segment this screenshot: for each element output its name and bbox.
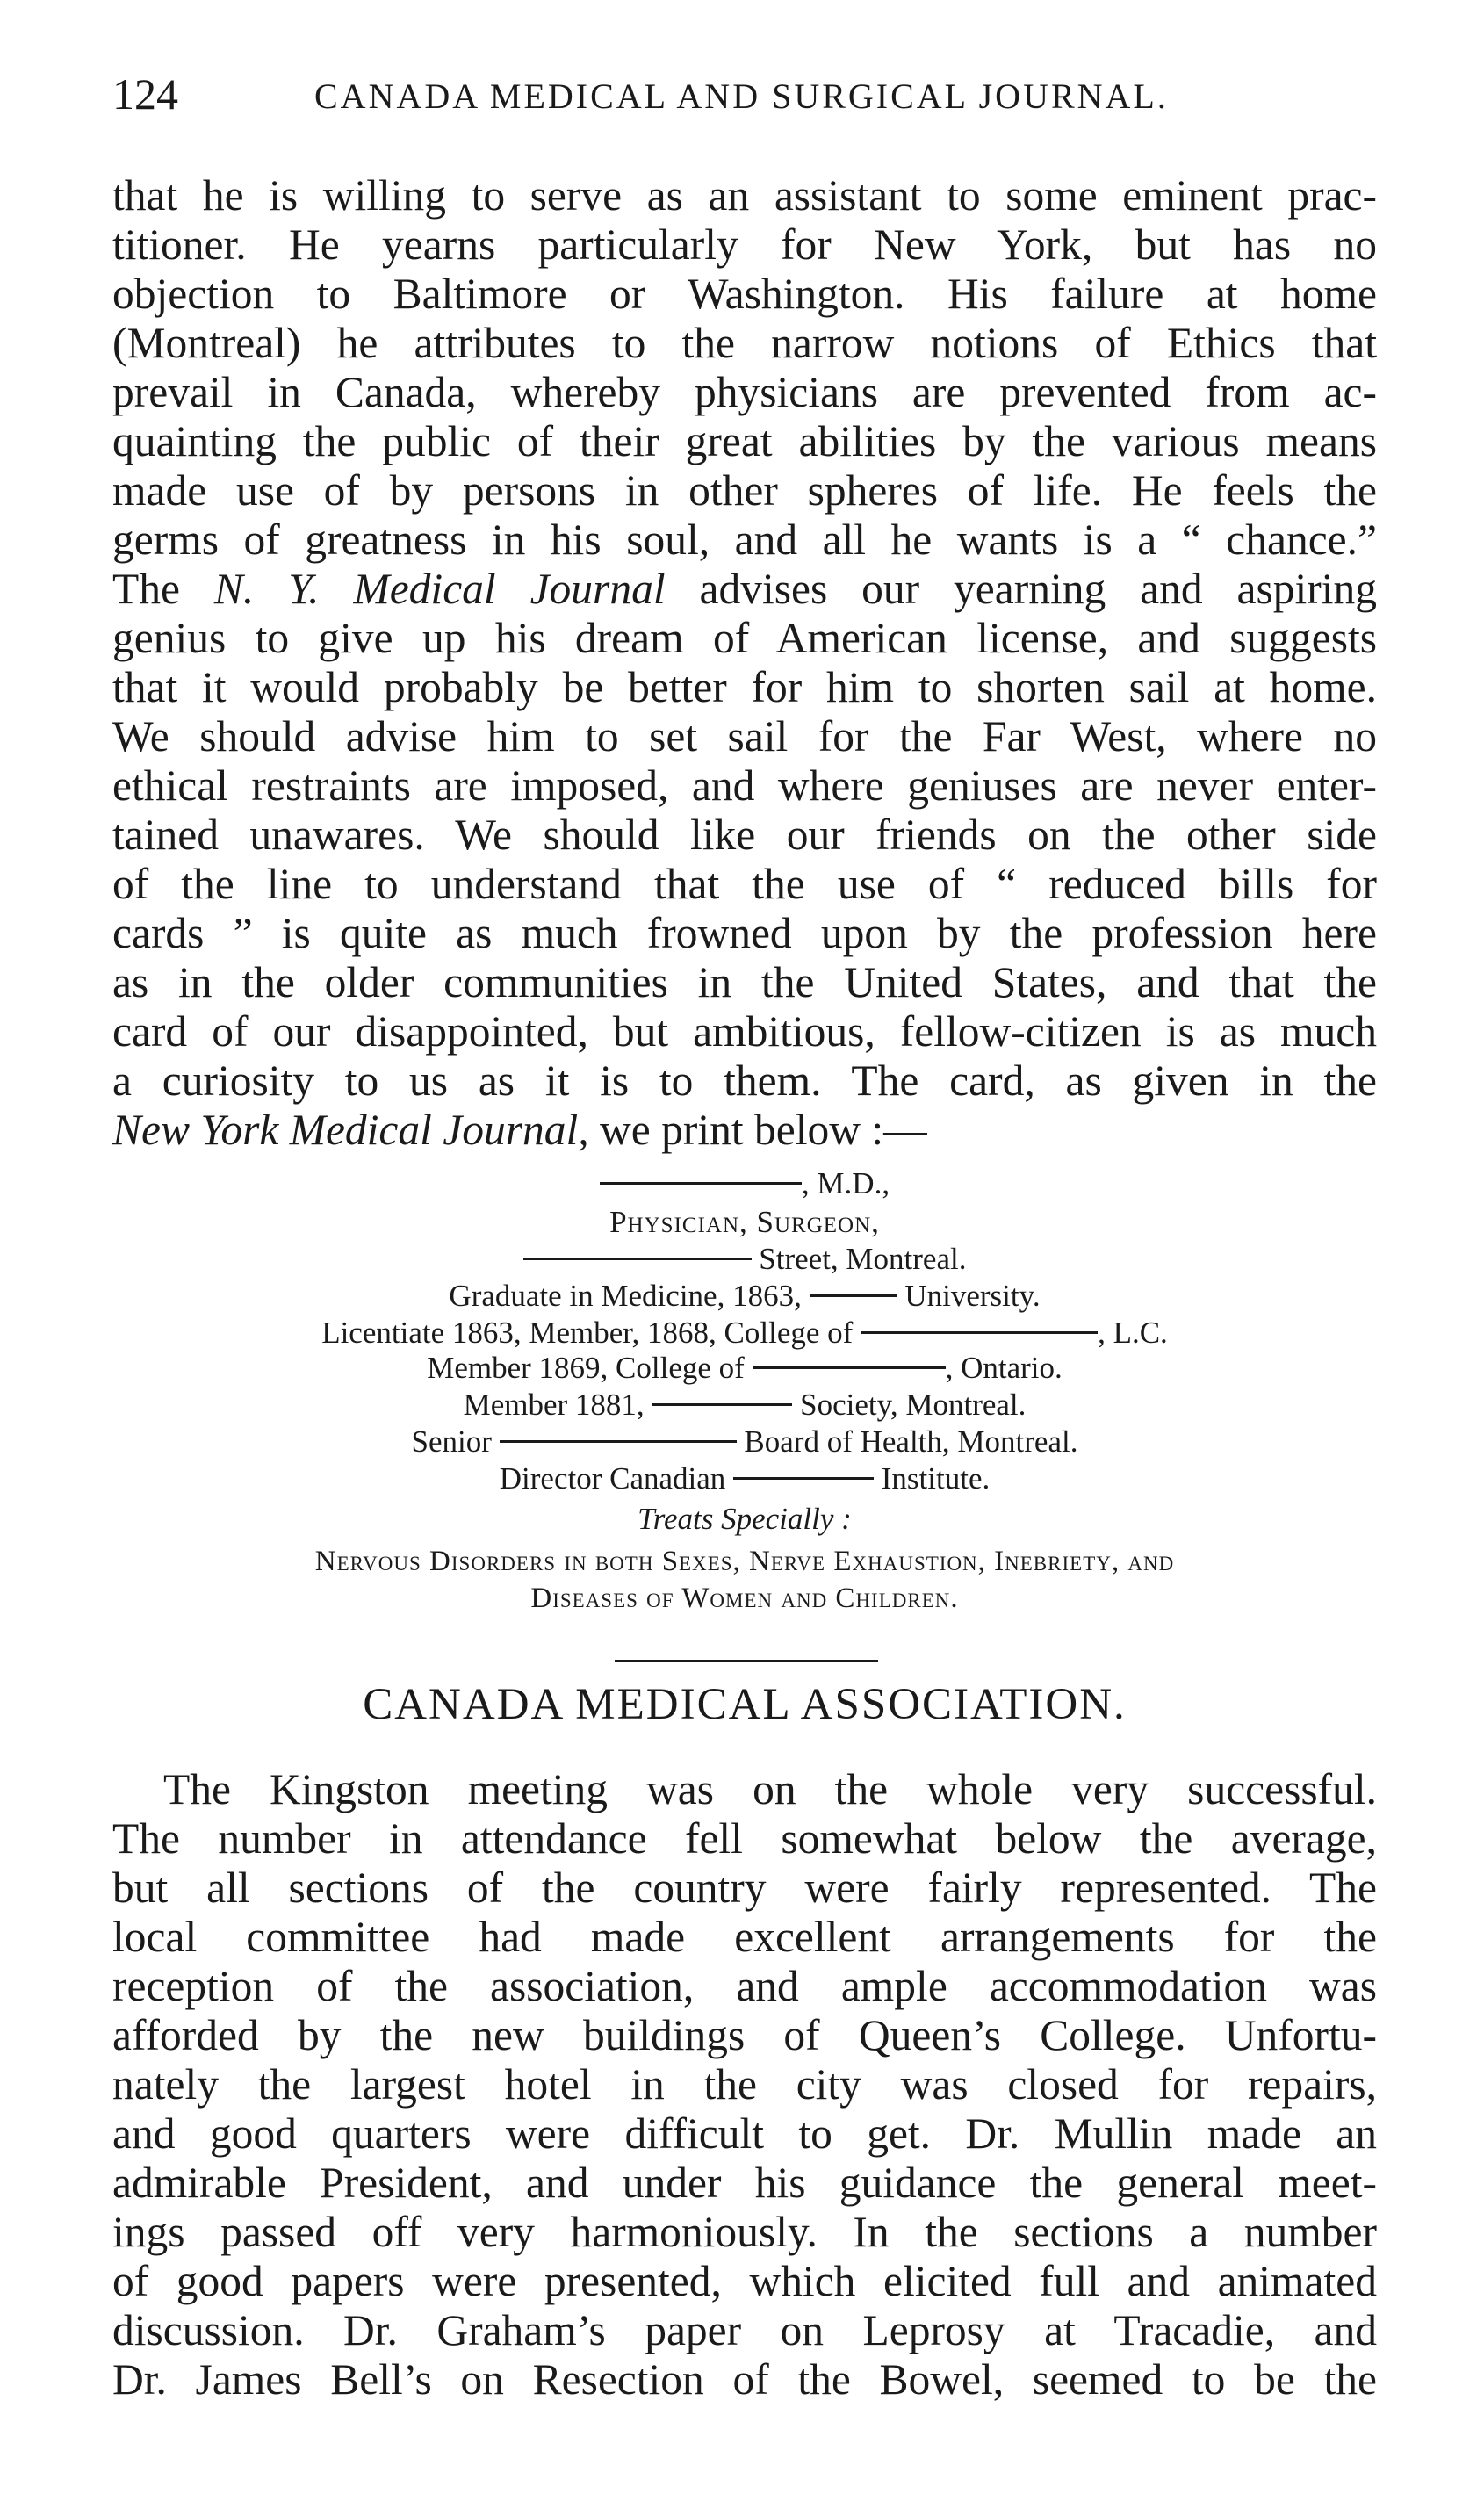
paragraph-line: germs of greatness in his soul, and all he wants is a “ chance.”: [112, 515, 1377, 564]
paragraph-line: prevail in Canada, whereby physicians are prevented from ac-: [112, 368, 1377, 416]
paragraph-line: Dr. James Bell’s on Resection of the Bowel, seemed to be the: [112, 2355, 1377, 2404]
section-heading: CANADA MEDICAL ASSOCIATION.: [363, 1680, 1127, 1729]
paragraph-line: cards ” is quite as much frowned upon by the profession here: [112, 909, 1377, 957]
paragraph-line: nately the largest hotel in the city was closed for repairs,: [112, 2060, 1377, 2109]
card-text: Society, Montreal.: [792, 1388, 1027, 1422]
card-line-treats: Treats Specially :: [638, 1502, 852, 1536]
paragraph-line: admirable President, and under his guidance the general meet-: [112, 2159, 1377, 2207]
paragraph-line: ings passed off very harmoniously. In the sections a number: [112, 2208, 1377, 2256]
paragraph-line: card of our disappointed, but ambitious, fellow-citizen is as much: [112, 1007, 1377, 1056]
card-blank: [523, 1258, 752, 1260]
paragraph-line: New York Medical Journal, we print below :—: [112, 1106, 927, 1154]
italic-title: New York Medical Journal,: [112, 1106, 589, 1154]
card-line-member-1869: [112, 1351, 1377, 1386]
paragraph-line: discussion. Dr. Graham’s paper on Leprosy at Tracadie, and: [112, 2306, 1377, 2354]
paragraph-1: [112, 171, 1377, 1155]
page-header: [112, 68, 1377, 130]
card-text: Institute.: [874, 1461, 991, 1496]
card-blank: [753, 1366, 946, 1369]
card-blank: [861, 1331, 1098, 1334]
paragraph-line: a curiosity to us as it is to them. The card, as given in the: [112, 1056, 1377, 1105]
paragraph-line: made use of by persons in other spheres of life. He feels the: [112, 466, 1377, 515]
card-text: Member 1881,: [463, 1388, 652, 1422]
paragraph-2: [112, 1765, 1377, 2404]
paragraph-line: The Kingston meeting was on the whole very successful.: [163, 1765, 1377, 1813]
running-head: CANADA MEDICAL AND SURGICAL JOURNAL.: [314, 76, 1169, 116]
paragraph-line: The N. Y. Medical Journal advises our yearning and aspiring: [112, 565, 1378, 613]
card-text: , L.C.: [1098, 1316, 1168, 1350]
paragraph-line: reception of the association, and ample accommodation was: [112, 1962, 1377, 2010]
card-line-member-1881: [112, 1388, 1377, 1423]
paragraph-line: as in the older communities in the United States, and that the: [112, 958, 1377, 1006]
section-divider: [615, 1660, 878, 1662]
card-line-senior: [112, 1424, 1377, 1460]
card-blank: [810, 1294, 897, 1297]
card-line-graduate: [112, 1279, 1377, 1314]
card-line-disorders: Nervous Disorders in both Sexes, Nerve Exhaustion, Inebriety, and: [314, 1546, 1175, 1577]
paragraph-line: genius to give up his dream of American license, and suggests: [112, 614, 1377, 662]
paragraph-line: objection to Baltimore or Washington. His failure at home: [112, 270, 1377, 318]
card-line-street: [112, 1242, 1377, 1277]
paragraph-line: quainting the public of their great abilities by the various means: [112, 417, 1377, 465]
card-line-licentiate: [112, 1316, 1377, 1351]
paragraph-line: but all sections of the country were fairly represented. The: [112, 1864, 1377, 1912]
card-text: , M.D.,: [801, 1166, 890, 1200]
paragraph-line: We should advise him to set sail for the Far West, where no: [112, 712, 1377, 761]
paragraph-line: and good quarters were difficult to get. Dr. Mullin made an: [112, 2109, 1377, 2158]
card-line-diseases: Diseases of Women and Children.: [530, 1582, 959, 1614]
card-text: Board of Health, Montreal.: [736, 1424, 1078, 1459]
paragraph-line: that he is willing to serve as an assistant to some eminent prac-: [112, 171, 1377, 220]
paragraph-line: titioner. He yearns particularly for New York, but has no: [112, 220, 1377, 269]
card-text: Senior: [411, 1424, 500, 1459]
paragraph-line: afforded by the new buildings of Queen’s College. Unfortu-: [112, 2011, 1377, 2059]
card-text: University.: [897, 1279, 1041, 1313]
card-text: Licentiate 1863, Member, 1868, College of: [321, 1316, 861, 1350]
card-text: Member 1869, College of: [427, 1351, 753, 1385]
paragraph-line: ethical restraints are imposed, and where geniuses are never enter-: [112, 761, 1377, 810]
card-text: Street, Montreal.: [751, 1242, 967, 1276]
card-text: , Ontario.: [945, 1351, 1063, 1385]
card-line-director: [112, 1461, 1377, 1496]
card-line-title: Physician, Surgeon,: [609, 1205, 880, 1239]
paragraph-line: local committee had made excellent arrangements for the: [112, 1913, 1377, 1961]
card-blank: [600, 1182, 802, 1185]
paragraph-line: (Montreal) he attributes to the narrow notions of Ethics that: [112, 319, 1377, 367]
card-text: Graduate in Medicine, 1863,: [449, 1279, 810, 1313]
card-blank: [500, 1440, 737, 1443]
italic-title: N. Y. Medical Journal: [213, 565, 666, 613]
paragraph-line: tained unawares. We should like our friends on the other side: [112, 811, 1377, 859]
paragraph-line: of good papers were presented, which elicited full and animated: [112, 2257, 1377, 2305]
card-text: Director Canadian: [499, 1461, 734, 1496]
card-line-name: [112, 1166, 1377, 1201]
paragraph-line: The number in attendance fell somewhat below the average,: [112, 1814, 1377, 1863]
card-blank: [733, 1477, 874, 1480]
card-blank: [652, 1403, 792, 1406]
paragraph-line: that it would probably be better for him to shorten sail at home.: [112, 663, 1377, 711]
page-number: 124: [112, 69, 178, 119]
paragraph-line: of the line to understand that the use of “ reduced bills for: [112, 860, 1377, 908]
